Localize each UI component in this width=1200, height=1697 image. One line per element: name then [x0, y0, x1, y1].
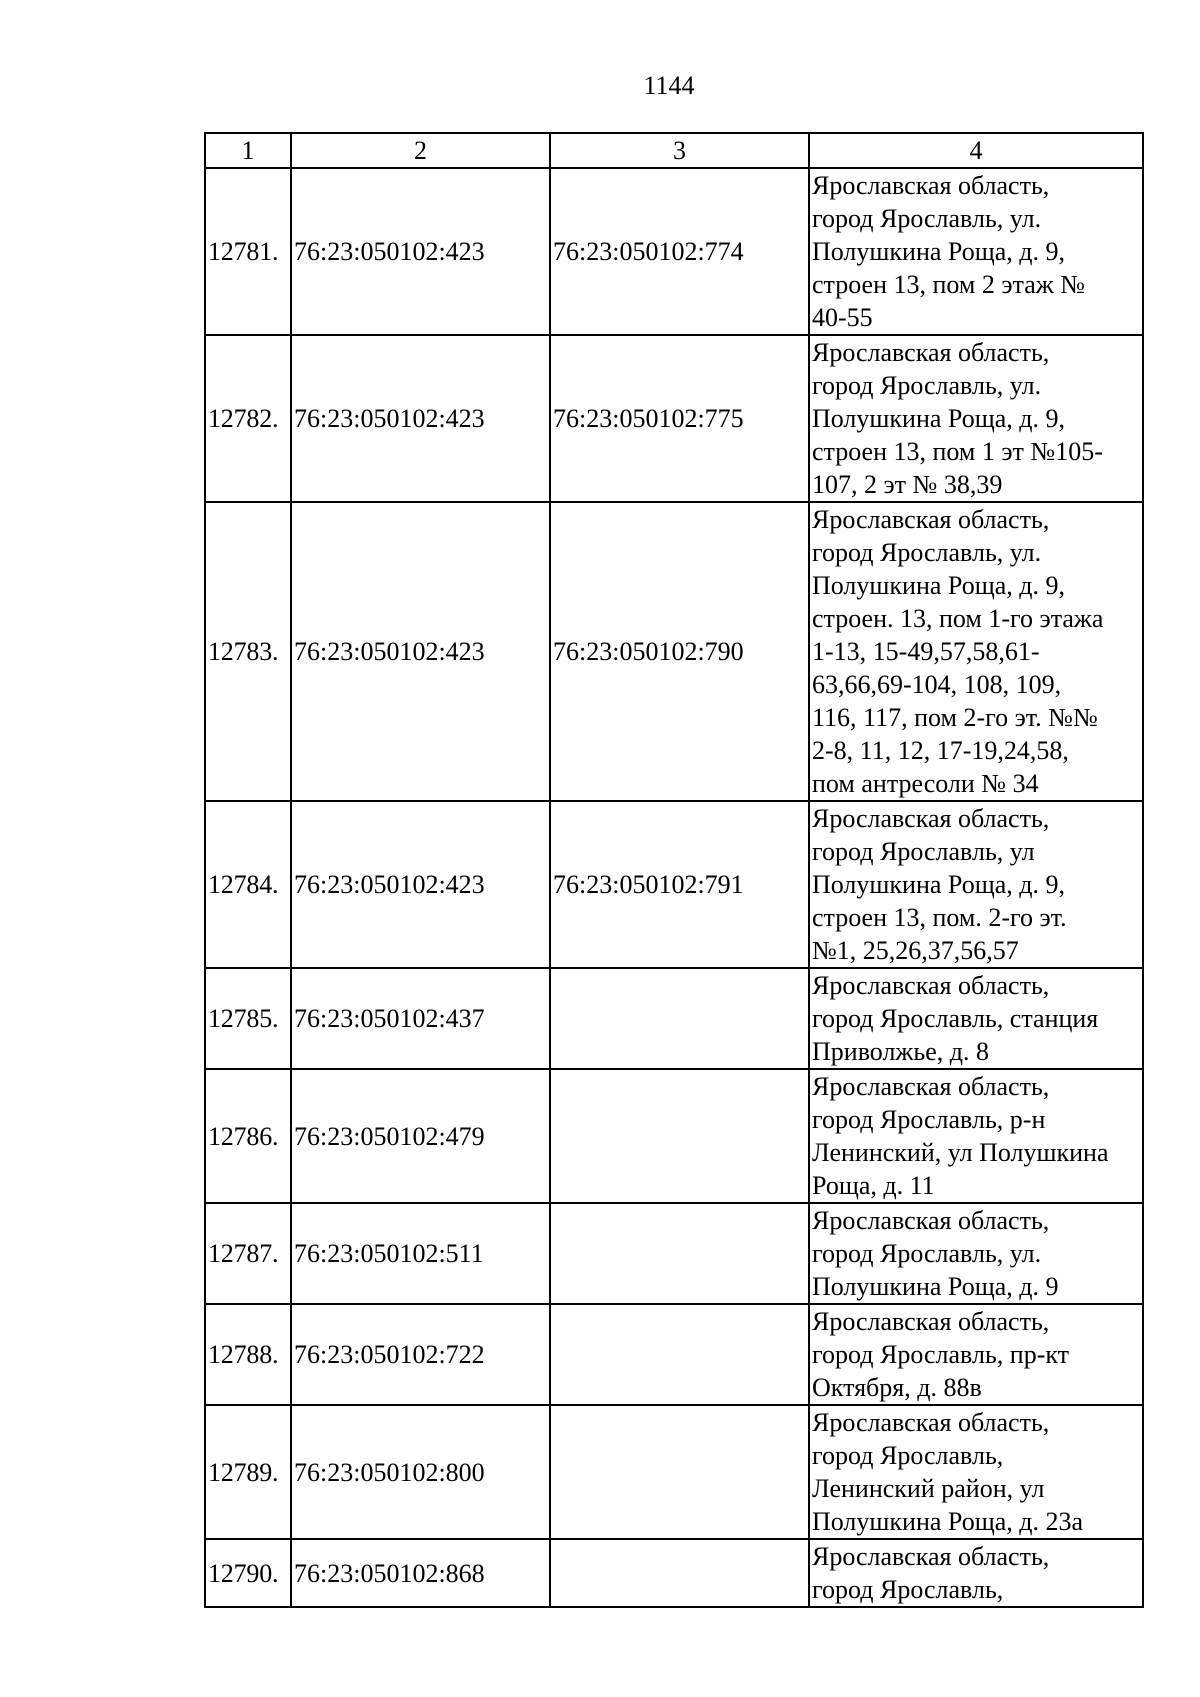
address-line: Приволжье, д. 8	[812, 1037, 990, 1066]
address-line: пом антресоли № 34	[812, 769, 1039, 798]
address-line: Ярославская область,	[812, 171, 1050, 200]
address-line: Ярославская область,	[812, 1206, 1050, 1235]
address-line: 40-55	[812, 303, 873, 332]
column-header-2: 2	[291, 133, 550, 168]
table-row	[205, 1405, 1143, 1539]
cadastral-number-cell: 76:23:050102:511	[291, 1203, 550, 1304]
address-line: город Ярославль, р-н	[812, 1105, 1046, 1134]
row-number-cell: 12785.	[205, 968, 291, 1069]
table-row	[205, 1539, 1143, 1607]
related-cadastral-number-cell: 76:23:050102:774	[550, 168, 809, 335]
address-line: Ярославская область,	[812, 804, 1050, 833]
related-cadastral-number-cell	[550, 1203, 809, 1304]
address-cell	[809, 502, 1143, 801]
row-number-cell: 12782.	[205, 335, 291, 502]
address-line: Ярославская область,	[812, 505, 1050, 534]
address-line: 2-8, 11, 12, 17-19,24,58,	[812, 736, 1069, 765]
address-line: 107, 2 эт № 38,39	[812, 470, 1003, 499]
address-cell	[809, 335, 1143, 502]
address-line: город Ярославль, ул.	[812, 1239, 1042, 1268]
cadastral-number-cell: 76:23:050102:423	[291, 502, 550, 801]
row-number-cell: 12790.	[205, 1539, 291, 1607]
table-row	[205, 335, 1143, 502]
column-header-1: 1	[205, 133, 291, 168]
address-line: Ярославская область,	[812, 1408, 1050, 1437]
address-line: строен. 13, пом 1-го этажа	[812, 604, 1104, 633]
table-row	[205, 968, 1143, 1069]
related-cadastral-number-cell	[550, 1304, 809, 1405]
related-cadastral-number-cell	[550, 1069, 809, 1203]
address-line: Полушкина Роща, д. 9,	[812, 870, 1066, 899]
address-line: Ярославская область,	[812, 338, 1050, 367]
address-line: Ярославская область,	[812, 1307, 1050, 1336]
column-header-3: 3	[550, 133, 809, 168]
row-number-cell: 12786.	[205, 1069, 291, 1203]
address-line: строен 13, пом 2 этаж №	[812, 270, 1086, 299]
table-row	[205, 168, 1143, 335]
row-number-cell: 12781.	[205, 168, 291, 335]
address-line: №1, 25,26,37,56,57	[812, 936, 1019, 965]
address-line: Полушкина Роща, д. 9,	[812, 404, 1066, 433]
cadastral-number-cell: 76:23:050102:423	[291, 168, 550, 335]
cadastral-number-cell: 76:23:050102:722	[291, 1304, 550, 1405]
row-number-cell: 12783.	[205, 502, 291, 801]
table-body	[205, 168, 1143, 1607]
address-cell	[809, 801, 1143, 968]
address-line: город Ярославль, станция	[812, 1004, 1099, 1033]
cadastral-number-cell: 76:23:050102:479	[291, 1069, 550, 1203]
address-line: Полушкина Роща, д. 9	[812, 1272, 1059, 1301]
address-line: город Ярославль,	[812, 1575, 1004, 1604]
table-header-row	[205, 133, 1143, 168]
table-row	[205, 502, 1143, 801]
address-line: город Ярославль, ул.	[812, 371, 1042, 400]
address-line: Ярославская область,	[812, 971, 1050, 1000]
address-line: Полушкина Роща, д. 9,	[812, 237, 1066, 266]
row-number-cell: 12787.	[205, 1203, 291, 1304]
address-line: Ленинский район, ул	[812, 1474, 1045, 1503]
column-header-4: 4	[809, 133, 1143, 168]
address-cell	[809, 968, 1143, 1069]
address-line: город Ярославль, пр-кт	[812, 1340, 1070, 1369]
related-cadastral-number-cell	[550, 1539, 809, 1607]
table-row	[205, 1304, 1143, 1405]
table-row	[205, 801, 1143, 968]
address-line: Ярославская область,	[812, 1542, 1050, 1571]
address-line: Ярославская область,	[812, 1072, 1050, 1101]
related-cadastral-number-cell	[550, 1405, 809, 1539]
address-line: Полушкина Роща, д. 9,	[812, 571, 1066, 600]
address-line: 116, 117, пом 2-го эт. №№	[812, 703, 1098, 732]
cadastral-number-cell: 76:23:050102:423	[291, 801, 550, 968]
address-cell	[809, 168, 1143, 335]
address-cell	[809, 1203, 1143, 1304]
table-row	[205, 1203, 1143, 1304]
related-cadastral-number-cell: 76:23:050102:791	[550, 801, 809, 968]
cadastral-number-cell: 76:23:050102:800	[291, 1405, 550, 1539]
related-cadastral-number-cell: 76:23:050102:775	[550, 335, 809, 502]
address-line: 1-13, 15-49,57,58,61-	[812, 637, 1040, 666]
row-number-cell: 12788.	[205, 1304, 291, 1405]
address-line: город Ярославль, ул.	[812, 204, 1042, 233]
address-cell	[809, 1304, 1143, 1405]
row-number-cell: 12784.	[205, 801, 291, 968]
address-line: город Ярославль, ул	[812, 837, 1035, 866]
address-line: Октября, д. 88в	[812, 1373, 982, 1402]
address-cell	[809, 1405, 1143, 1539]
cadastral-number-cell: 76:23:050102:423	[291, 335, 550, 502]
address-line: Полушкина Роща, д. 23а	[812, 1507, 1084, 1536]
address-line: 63,66,69-104, 108, 109,	[812, 670, 1062, 699]
row-number-cell: 12789.	[205, 1405, 291, 1539]
address-line: строен 13, пом. 2-го эт.	[812, 903, 1067, 932]
address-line: строен 13, пом 1 эт №105-	[812, 437, 1103, 466]
related-cadastral-number-cell: 76:23:050102:790	[550, 502, 809, 801]
address-cell	[809, 1069, 1143, 1203]
related-cadastral-number-cell	[550, 968, 809, 1069]
cadastral-number-cell: 76:23:050102:868	[291, 1539, 550, 1607]
cadastral-number-cell: 76:23:050102:437	[291, 968, 550, 1069]
address-cell	[809, 1539, 1143, 1607]
address-line: Роща, д. 11	[812, 1171, 935, 1200]
address-line: Ленинский, ул Полушкина	[812, 1138, 1109, 1167]
address-line: город Ярославль,	[812, 1441, 1004, 1470]
address-line: город Ярославль, ул.	[812, 538, 1042, 567]
registry-table	[204, 132, 1144, 1608]
table-row	[205, 1069, 1143, 1203]
page-number: 1144	[643, 71, 695, 100]
